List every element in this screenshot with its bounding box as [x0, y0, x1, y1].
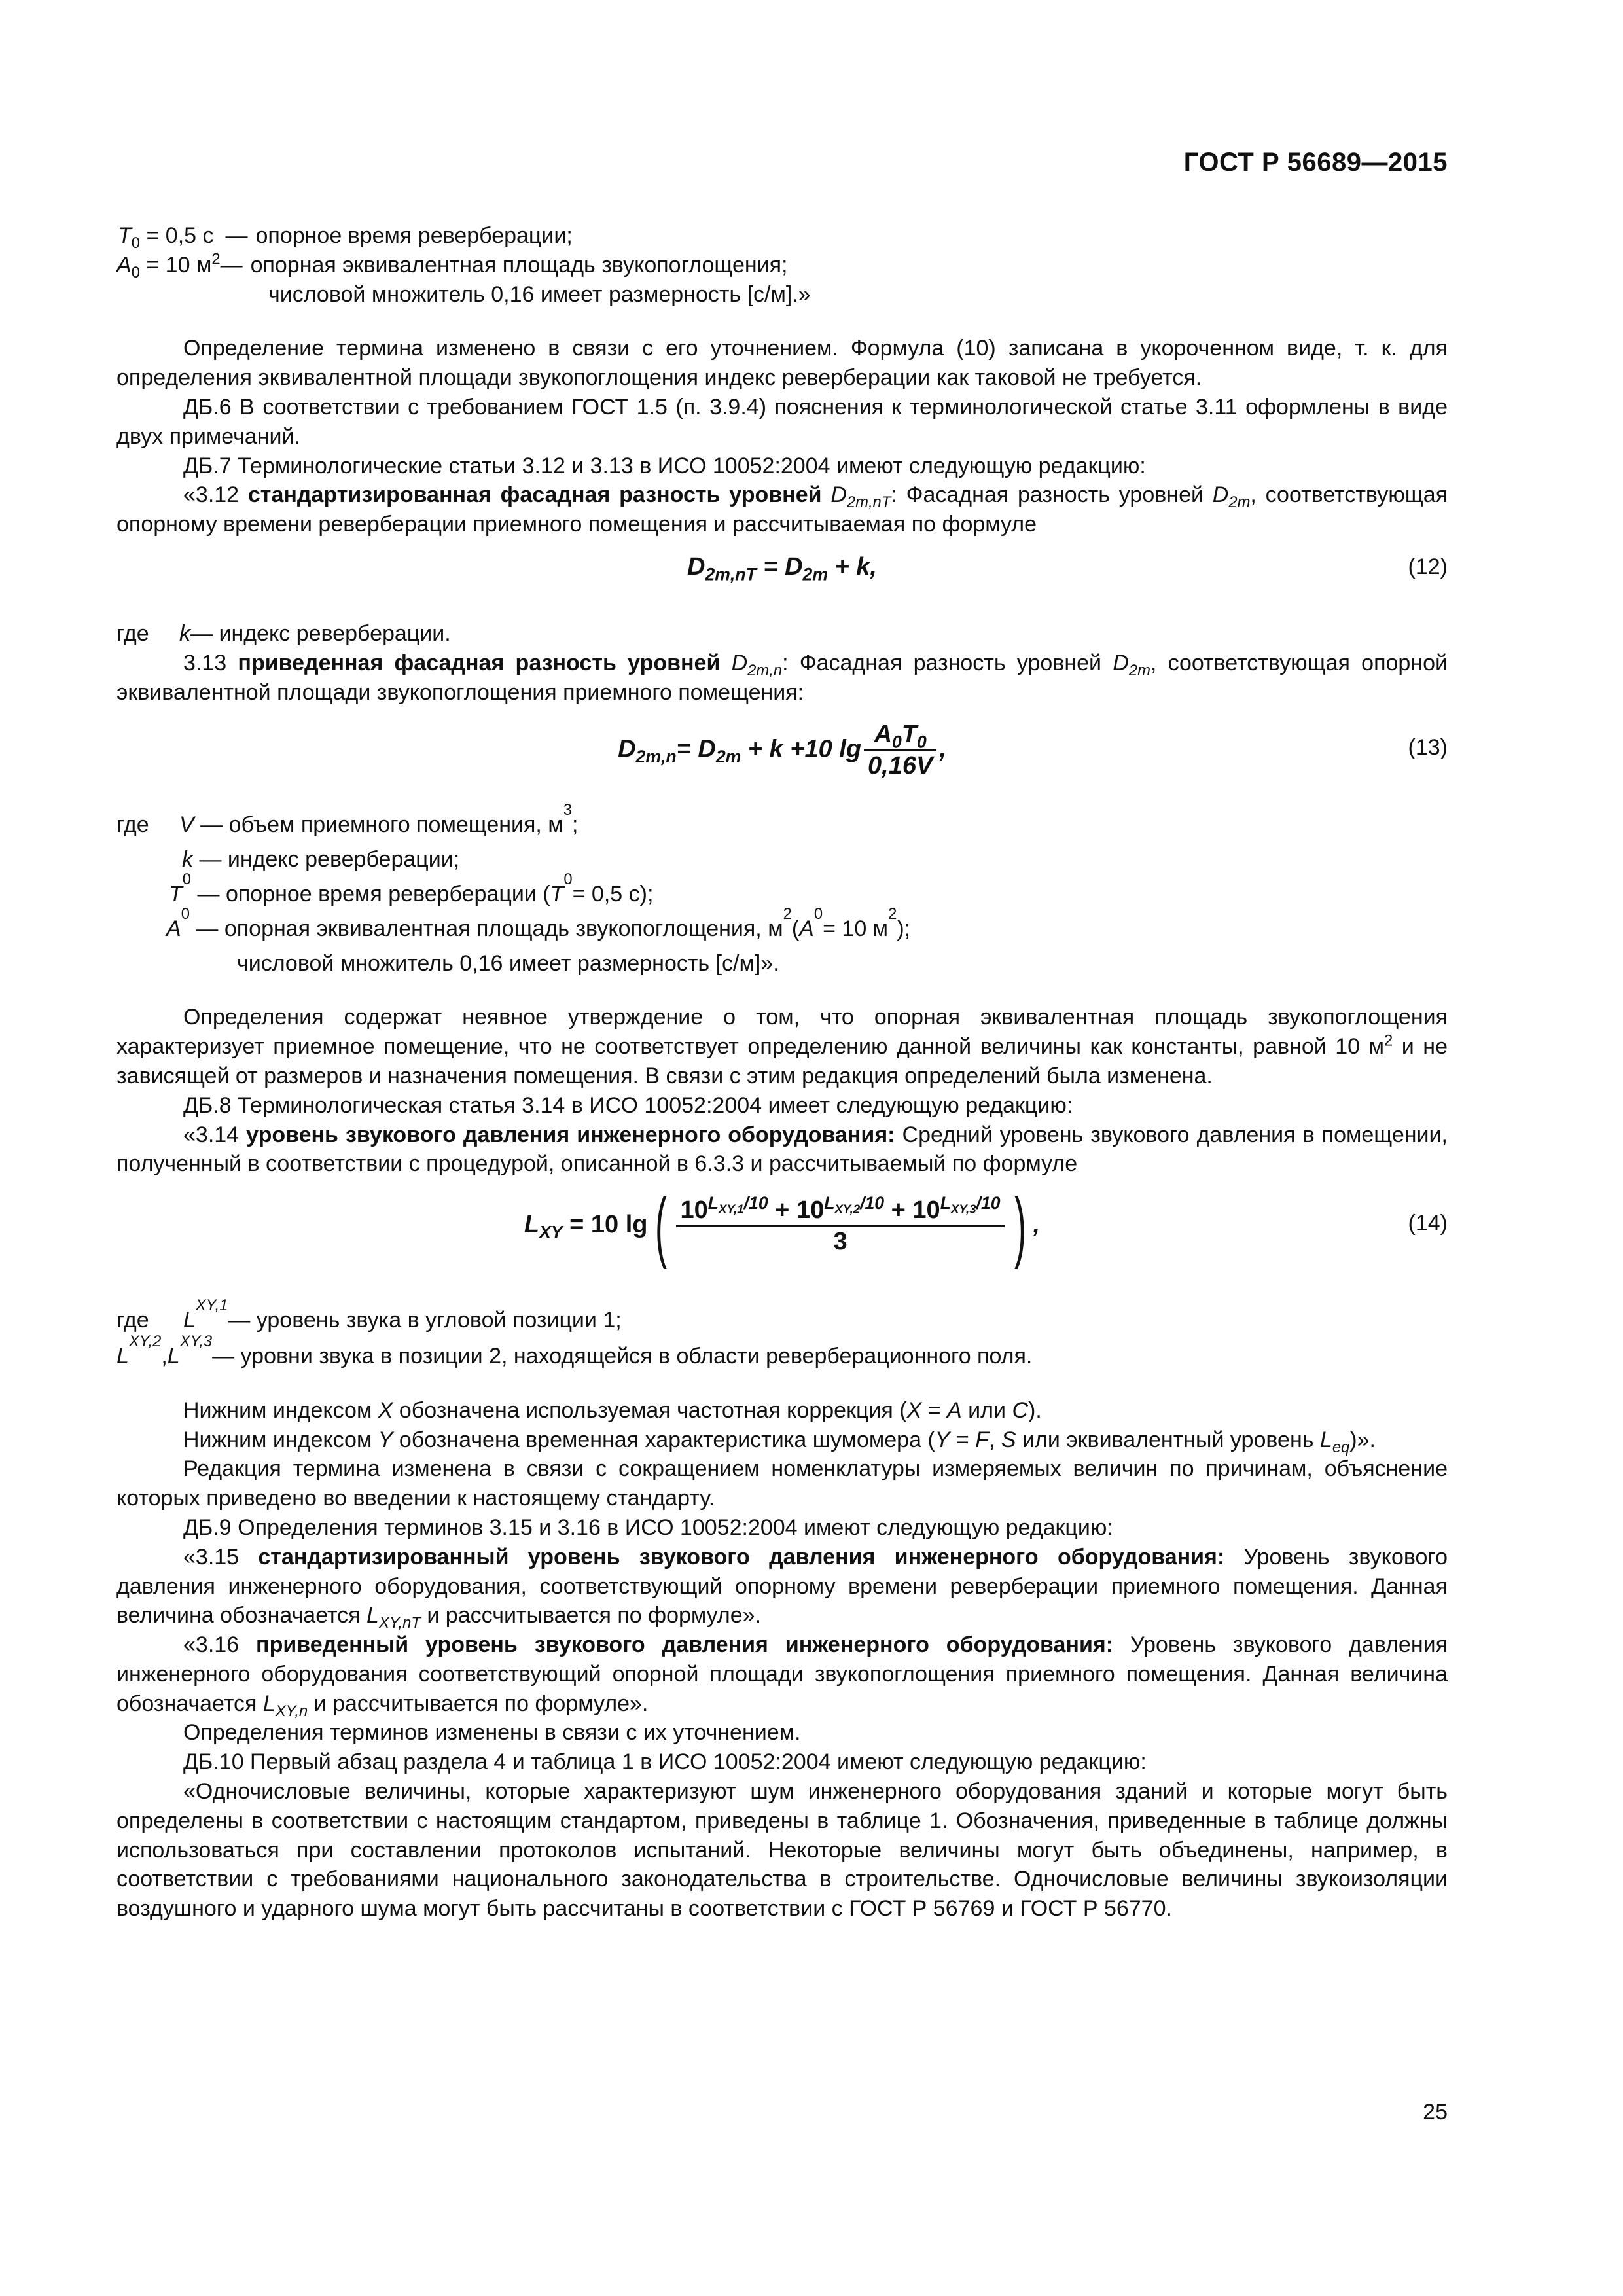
where-12: где k — индекс реверберации. [116, 620, 451, 646]
page-content [116, 221, 1448, 1924]
term-3-12: «3.12 стандартизированная фасадная разность уровней $D_{2m,nT}$: Фасадная разность уровней $D_{2m}$, соответствующая опорному времени реверберации приемного помещения и рассчитываемая по формуле [116, 482, 1448, 537]
para-db8: ДБ.8 Терминологическая статья 3.14 в ИСО 10052:2004 имеет следующую редакцию: [183, 1092, 1073, 1118]
para-1: Определение термина изменено в связи с его уточнением. Формула (10) записана в укороченном виде, т. к. для определения эквивалентной площади звукопоглощения индекс реверберации как таковой не требуется. [116, 336, 1448, 391]
term-3-14: «3.14 уровень звукового давления инженерного оборудования: Средний уровень звукового давления в помещении, полученный в соответствии с процедурой, описанной в 6.3.3 и рассчитываемый по формуле [116, 1122, 1448, 1177]
para-db7: ДБ.7 Терминологические статьи 3.12 и 3.13 в ИСО 10052:2004 имеют следующую редакцию: [183, 453, 1146, 478]
para-index-x: Нижним индексом X обозначена используемая частотная коррекция (X = A или C). [183, 1397, 1042, 1423]
para-10: Определения терминов изменены в связи с их уточнением. [183, 1720, 801, 1746]
page-number: 25 [1423, 2100, 1448, 2125]
var-t0: $T_0 = 0,5$ с — опорное время реверберации; [118, 223, 573, 252]
term-3-16: «3.16 приведенный уровень звукового давления инженерного оборудования: Уровень звукового давления инженерного оборудования соответствующий опорной площади звукопоглощения приемного помещения. Данная величина обозначается $L_{XY,n}$ и рассчитывается по формуле». [116, 1632, 1448, 1720]
para-index-y: Нижним индексом Y обозначена временная характеристика шумомера (Y = F, S или эквивалентный уровень $L_{eq}$)». [183, 1427, 1376, 1456]
formula-13: $D_{2m,n}= D_{2m} + k +10$ lg $\frac{A_0T_0}{0,16V}$ , (13) [618, 721, 1448, 780]
var-a0: $A_0 = 10$ $м^2$ — опорная эквивалентная площадь звукопоглощения; [116, 250, 788, 281]
where-13: где V — объем приемного помещения, м 3 ; k — индекс реверберации; T 0 — опорное время реверберации ( T 0 = 0,5 с); A 0 — опорная эквивалентная площадь звукопоглощения, м 2 ( A 0 = 10 м 2 ); числовой множитель 0,16 имеет размерность [с/м]». [116, 801, 911, 976]
formula-14: $L_{XY} = 10$ lg( $\frac{10^{L_{XY,1}/10} + 10^{L_{XY,2}/10} + 10^{L_{XY,3}/10}}{3}$ ) , (14) [524, 1182, 1448, 1270]
para-8: Редакция термина изменена в связи с сокращением номенклатуры измеряемых величин по причинам, объяснение которых приведено во введении к настоящему стандарту. [116, 1456, 1448, 1511]
standard-header: ГОСТ Р 56689—2015 [1183, 148, 1448, 177]
para-db9: ДБ.9 Определения терминов 3.15 и 3.16 в ИСО 10052:2004 имеют следующую редакцию: [183, 1515, 1113, 1540]
para-4: Определения содержат неявное утверждение о том, что опорная эквивалентная площадь звукопоглощения характеризует приемное помещение, что не соответствует определению данной величины как константы, равной 10 $м^2$ и не зависящей от размеров и назначения помещения. В связи с этим редакция определений была изменена. [116, 1005, 1448, 1088]
para-db6: ДБ.6 В соответствии с требованием ГОСТ 1.5 (п. 3.9.4) пояснения к терминологической статье 3.11 оформлены в виде двух примечаний. [116, 394, 1448, 449]
formula-number-13: (13) [1408, 735, 1448, 761]
formula-number-12: (12) [1408, 554, 1448, 579]
term-3-13: 3.13 приведенная фасадная разность уровней $D_{2m,n}$: Фасадная разность уровней $D_{2m}$, соответствующая опорной эквивалентной площади звукопоглощения приемного помещения: [116, 650, 1448, 705]
para-db10: ДБ.10 Первый абзац раздела 4 и таблица 1 в ИСО 10052:2004 имеют следующую редакцию: [183, 1749, 1147, 1775]
document-page [116, 0, 1448, 2296]
para-12: «Одночисловые величины, которые характеризуют шум инженерного оборудования зданий и которые могут быть определены в соответствии с настоящим стандартом, приведены в таблице 1. Обозначения, приведенные в таблице должны использоваться при составлении протоколов испытаний. Некоторые величины могут быть объединены, например, в соответствии с требованиями национального законодательства в строительстве. Одночисловые величины звукоизоляции воздушного и ударного шума могут быть рассчитаны в соответствии с ГОСТ Р 56769 и ГОСТ Р 56770. [116, 1779, 1448, 1922]
top-note: числовой множитель 0,16 имеет размерность [с/м].» [268, 281, 811, 307]
formula-number-14: (14) [1408, 1211, 1448, 1236]
where-14: где L XY,1 — уровень звука в угловой позиции 1; L XY,2 , L XY,3 — уровни звука в позиции 2, находящейся в области реверберационного поля. [116, 1297, 1033, 1369]
term-3-15: «3.15 стандартизированный уровень звукового давления инженерного оборудования: Уровень звукового давления инженерного оборудования, соответствующий опорному времени реверберации приемного помещения. Данная величина обозначается $L_{XY,nT}$ и рассчитывается по формуле». [116, 1544, 1448, 1632]
formula-12: $D_{2m,nT} = D_{2m} + k$, (12) [687, 552, 1448, 584]
